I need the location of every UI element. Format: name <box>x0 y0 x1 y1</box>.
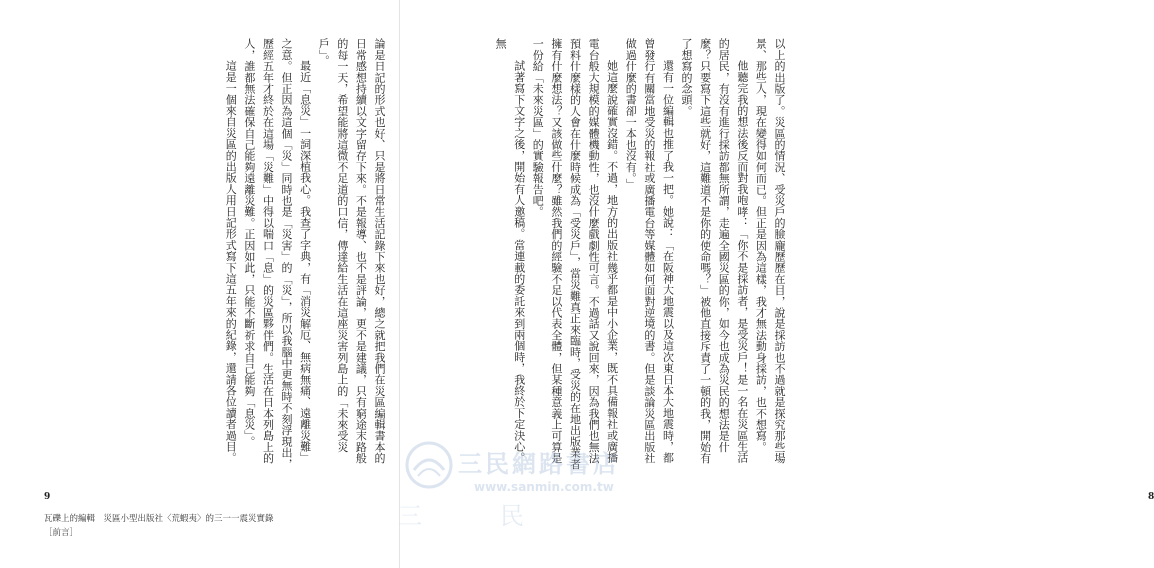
watermark-logo-char: 三 <box>398 502 422 530</box>
watermark-logo-char: 民 <box>500 502 524 530</box>
right-page <box>400 0 1154 568</box>
paragraph: 還有一位編輯也推了我一把。她說：「在阪神大地震以及這次東日本大地震時，都曾發行有關當地受災的報社或廣播電台等媒體如何面對逆境的書。但是談論災區出版社做過什麼的書卻一本也沒有。」 <box>624 38 675 464</box>
paragraph: 這是一個來自災區的出版人用日記形式寫下這五年來的紀錄，還請各位讀者過目。 <box>224 60 238 464</box>
left-page-body <box>16 38 388 470</box>
paragraph: 他聽完我的想法後反而對我咆哮：「你不是採訪者，是受災戶！是一名在災區生活的居民，有沒有進行採訪都無所謂，走遍全國災區的你，如今也成為災民的想法是什麼？只要寫下這些就好，這難道不是你的使命嗎？」被他直接斥責了一頓的我，開始有了想寫的念頭。 <box>680 38 749 464</box>
paragraph: 她這麼說確實沒錯。不過，地方的出版社幾乎都是中小企業，既不具備報社或廣播電台般大規模的媒體機動性，也沒什麼戲劇性可言。不過話又說回來，因為我們也無法預料什麼樣的人會在什麼時候成為「受災戶」，當災難真正來臨時，受災的在地出版業者擁有什麼想法？又該做些什麼？雖然我們的經驗不足以代表全體，但某種意義上可算是一份給「未來災區」的實驗報告吧。 <box>531 38 619 470</box>
left-page-number: 9 <box>44 492 51 502</box>
paragraph: 論是日記的形式也好、只是將日常生活記錄下來也好，總之就把我們在災區編輯書本的日常感想持續以文字留存下來。不是報導、也不是評論，更不是建議，只有窮途末路般的每一天，希望能將這微不足道的口信，傳達給生活在這座災害列島上的「未來受災戶」。 <box>317 38 386 464</box>
paragraph: 試著寫下文字之後，開始有人邀稿。當連載的委託來到兩個時，我終於下定決心。無 <box>494 38 526 464</box>
watermark-url: www.sanmin.com.tw <box>474 480 614 494</box>
right-page-number: 8 <box>1148 492 1154 502</box>
left-page <box>0 0 400 568</box>
paragraph: 以上的出版了。災區的情況、受災戶的臉龐歷歷在目，說是採訪也不過就是探究那些場景、那些人，現在變得如何而已。但正是因為這樣，我才無法動身採訪，也不想寫。 <box>754 38 786 464</box>
footer-section-label: ［前言］ <box>44 528 79 538</box>
right-page-body <box>414 38 788 470</box>
footer-book-title: 瓦礫上的編輯 災區小型出版社〈荒蝦夷〉的三一一震災實錄 <box>44 514 274 524</box>
watermark-store-name: 三民網路書店 <box>458 449 620 478</box>
paragraph: 最近「息災」一詞深植我心。我查了字典，有「消災解厄、無病無痛、遠離災難」之意。但正因為這個「災」同時也是「災害」的「災」，所以我腦中更無時不刻浮現出，歷經五年才終於在這場「災難」中得以喘口「息」的災區夥伴們。生活在日本列島上的人，誰都無法確保自己能夠遠離災難。正因如此，只能不斷祈求自己能夠「息災」。 <box>242 38 312 470</box>
